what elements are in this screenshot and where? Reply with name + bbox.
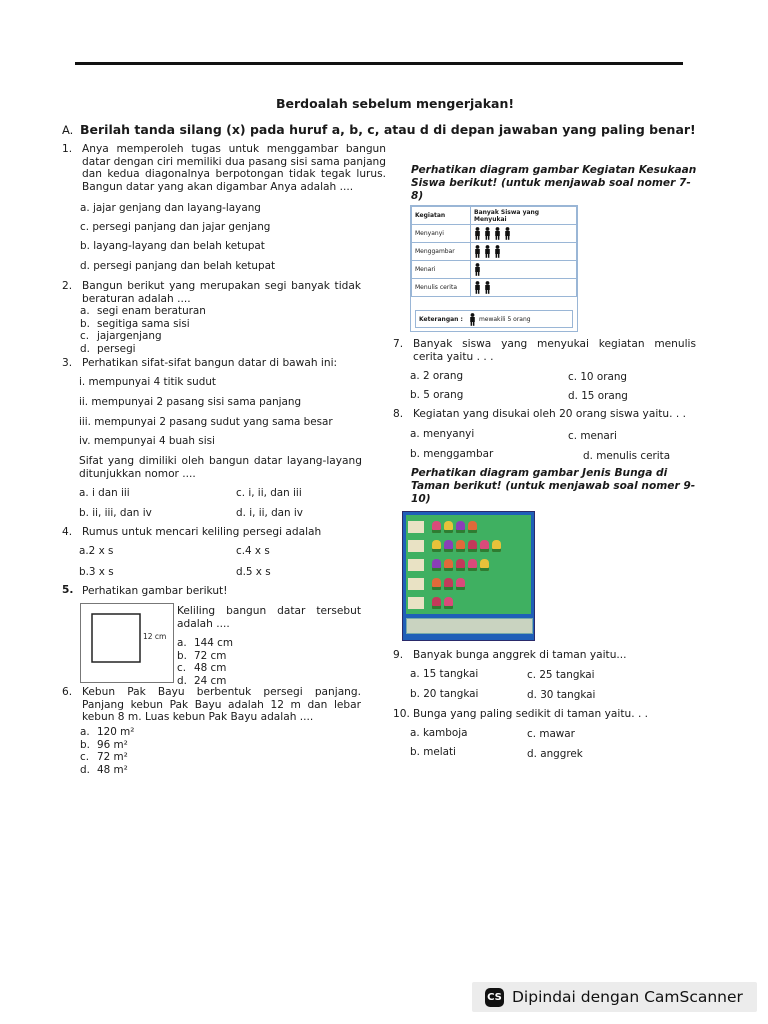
flower-row-label-block: [408, 559, 424, 571]
q3-question: Sifat yang dimiliki oleh bangun datar layang-layang ditunjukkan nomor ....: [79, 455, 362, 480]
person-icon: [494, 227, 501, 240]
q10-text: Bunga yang paling sedikit di taman yaitu. . .: [413, 708, 649, 720]
q2-option-a[interactable]: a. segi enam beraturan: [80, 305, 206, 317]
q2-option-b[interactable]: b. segitiga sama sisi: [80, 317, 190, 330]
q6-option-a[interactable]: a. 120 m²: [80, 726, 135, 738]
flower-icon: [432, 559, 441, 571]
page-title: Berdoalah sebelum mengerjakan!: [276, 96, 515, 111]
q9-number: 9.: [393, 649, 404, 661]
q7-number: 7.: [393, 338, 404, 350]
person-icon: [504, 227, 511, 240]
flower-icon: [480, 540, 489, 552]
q6-option-b[interactable]: b. 96 m²: [80, 738, 128, 751]
flower-row: [406, 555, 531, 574]
person-icon: [474, 263, 481, 276]
flower-icon: [432, 597, 441, 609]
flower-icon: [492, 540, 501, 552]
q3-option-b[interactable]: b. ii, iii, dan iv: [79, 507, 152, 519]
flower-row-label-block: [408, 597, 424, 609]
q9-option-c[interactable]: c. 25 tangkai: [527, 669, 595, 681]
camscanner-watermark: [472, 982, 757, 1012]
q4-option-b[interactable]: b.3 x s: [79, 566, 114, 578]
pictogram-table: [411, 206, 577, 297]
q3-option-c[interactable]: c. i, ii, dan iii: [236, 487, 302, 499]
top-rule: [75, 62, 683, 65]
q8-option-d[interactable]: d. menulis cerita: [583, 450, 671, 462]
q2-text: Bangun berikut yang merupakan segi banyak tidak beraturan adalah ....: [82, 280, 361, 305]
camscanner-logo-icon: CS: [485, 988, 504, 1007]
flower-icon: [444, 559, 453, 571]
pictogram-col-count: Banyak Siswa yang Menyukai: [471, 207, 577, 225]
q8-text: Kegiatan yang disukai oleh 20 orang siswa yaitu. . .: [413, 408, 686, 420]
pictogram-icons: [471, 225, 577, 243]
q7-option-a[interactable]: a. 2 orang: [410, 370, 464, 382]
flower-pictogram-panel: [406, 515, 531, 614]
q3-property-i: i. mempunyai 4 titik sudut: [79, 376, 217, 388]
q8-option-a[interactable]: a. menyanyi: [410, 428, 475, 440]
q5-text: Perhatikan gambar berikut!: [82, 585, 228, 597]
flower-rows: [406, 517, 531, 612]
flower-icon: [456, 578, 465, 590]
person-icon: [474, 245, 481, 258]
pictogram-row-label: Menggambar: [412, 243, 471, 261]
q1-number: 1.: [62, 143, 73, 155]
q3-option-a[interactable]: a. i dan iii: [79, 487, 130, 499]
q2-option-c[interactable]: c. jajargenjang: [80, 330, 162, 343]
q1-option-b[interactable]: b. layang-layang dan belah ketupat: [80, 240, 265, 252]
q2-options: [80, 305, 206, 355]
flower-icon: [444, 578, 453, 590]
activity-pictogram: [410, 205, 578, 332]
person-icon: [474, 227, 481, 240]
pictogram-col-activity: Kegiatan: [412, 207, 471, 225]
q10-option-d[interactable]: d. anggrek: [527, 748, 583, 760]
q8-number: 8.: [393, 408, 404, 420]
q4-number: 4.: [62, 526, 73, 538]
pictogram-row-label: Menyanyi: [412, 225, 471, 243]
pictogram-icons: [471, 279, 577, 297]
q8-option-c[interactable]: c. menari: [568, 430, 617, 442]
q7-option-c[interactable]: c. 10 orang: [568, 371, 628, 383]
flower-row-label-block: [408, 578, 424, 590]
flower-icon: [432, 578, 441, 590]
q6-text: Kebun Pak Bayu berbentuk persegi panjang. Panjang kebun Pak Bayu adalah 12 m dan lebar kebun 8 m. Luas kebun Pak Bayu adalah ....: [82, 686, 361, 723]
q3-property-iii: iii. mempunyai 2 pasang sudut yang sama besar: [79, 416, 333, 428]
pictogram-key-label: Keterangan :: [419, 315, 463, 323]
person-icon: [494, 245, 501, 258]
flower-pictogram: [402, 511, 535, 641]
pictogram-row-label: Menari: [412, 261, 471, 279]
flower-icon: [432, 521, 441, 533]
q9-option-a[interactable]: a. 15 tangkai: [410, 668, 479, 680]
q6-options: [80, 726, 134, 776]
q2-option-d[interactable]: d. persegi: [80, 342, 136, 355]
flower-icon: [468, 559, 477, 571]
flower-row: [406, 536, 531, 555]
pictogram-icons: [471, 261, 577, 279]
q7-option-d[interactable]: d. 15 orang: [568, 390, 628, 402]
diagram2-heading: Perhatikan diagram gambar Jenis Bunga di Taman berikut! (untuk menjawab soal nomer 9-10): [411, 467, 696, 505]
q4-option-a[interactable]: a.2 x s: [79, 545, 114, 557]
q1-text: Anya memperoleh tugas untuk menggambar bangun datar dengan ciri memiliki dua pasang sisi sama panjang dan kedua diagonalnya berpotongan tidak tegak lurus. Bangun datar yang akan digambar Anya adalah ....: [82, 143, 386, 193]
pictogram-icons: [471, 243, 577, 261]
q4-option-d[interactable]: d.5 x s: [236, 566, 271, 578]
q6-option-d[interactable]: d. 48 m²: [80, 763, 128, 776]
q5-option-c[interactable]: c. 48 cm: [177, 662, 227, 675]
q3-number: 3.: [62, 357, 73, 369]
q7-option-b[interactable]: b. 5 orang: [410, 389, 464, 401]
q8-option-b[interactable]: b. menggambar: [410, 448, 494, 460]
q6-option-c[interactable]: c. 72 m²: [80, 751, 128, 764]
q1-option-a[interactable]: a. jajar genjang dan layang-layang: [80, 202, 261, 214]
q9-option-d[interactable]: d. 30 tangkai: [527, 689, 596, 701]
person-icon: [484, 281, 491, 294]
flower-icon: [468, 521, 477, 533]
diagram1-heading: Perhatikan diagram gambar Kegiatan Kesukaan Siswa berikut! (untuk menjawab soal nomer 7-8): [411, 164, 697, 202]
pictogram-row-label: Menulis cerita: [412, 279, 471, 297]
q1-option-d[interactable]: d. persegi panjang dan belah ketupat: [80, 260, 276, 272]
q10-option-c[interactable]: c. mawar: [527, 728, 575, 740]
flower-icon: [432, 540, 441, 552]
q9-option-b[interactable]: b. 20 tangkai: [410, 688, 479, 700]
pictogram-key-text: mewakili 5 orang: [478, 315, 531, 323]
q5-question: Keliling bangun datar tersebut adalah ....: [177, 605, 361, 630]
q9-text: Banyak bunga anggrek di taman yaitu...: [413, 649, 627, 661]
flower-row: [406, 593, 531, 612]
flower-icon: [480, 559, 489, 571]
section-label: A.: [62, 123, 74, 137]
q10-option-b[interactable]: b. melati: [410, 746, 456, 758]
q2-number: 2.: [62, 280, 73, 292]
q7-text: Banyak siswa yang menyukai kegiatan menulis cerita yaitu . . .: [413, 338, 696, 363]
camscanner-text: Dipindai dengan CamScanner: [512, 988, 743, 1006]
square-figure: [80, 603, 174, 683]
flower-icon: [444, 521, 453, 533]
q3-option-d[interactable]: d. i, ii, dan iv: [236, 507, 303, 519]
person-icon: [484, 227, 491, 240]
flower-row: [406, 517, 531, 536]
q1-option-c[interactable]: c. persegi panjang dan jajar genjang: [80, 221, 271, 233]
flower-icon: [444, 597, 453, 609]
q6-number: 6.: [62, 686, 73, 698]
flower-pictogram-key: [406, 618, 533, 634]
q5-number: 5.: [62, 584, 74, 596]
q5-options: [177, 637, 233, 687]
flower-icon: [456, 521, 465, 533]
person-icon: [474, 281, 481, 294]
q10-option-a[interactable]: a. kamboja: [410, 727, 468, 739]
flower-icon: [456, 559, 465, 571]
q5-option-a[interactable]: a. 144 cm: [177, 637, 233, 649]
flower-icon: [456, 540, 465, 552]
q10-number: 10.: [393, 708, 410, 720]
flower-row: [406, 574, 531, 593]
q4-option-c[interactable]: c.4 x s: [236, 545, 270, 557]
q5-option-d[interactable]: d. 24 cm: [177, 674, 227, 687]
flower-icon: [468, 540, 477, 552]
square-side-label: 12 cm: [143, 632, 167, 641]
q3-property-ii: ii. mempunyai 2 pasang sisi sama panjang: [79, 396, 302, 408]
instruction: Berilah tanda silang (x) pada huruf a, b, c, atau d di depan jawaban yang paling benar!: [80, 122, 696, 137]
q3-text: Perhatikan sifat-sifat bangun datar di bawah ini:: [82, 357, 338, 369]
q4-text: Rumus untuk mencari keliling persegi adalah: [82, 526, 322, 538]
q5-option-b[interactable]: b. 72 cm: [177, 649, 227, 662]
flower-row-label-block: [408, 521, 424, 533]
flower-row-label-block: [408, 540, 424, 552]
person-icon: [484, 245, 491, 258]
person-icon: [469, 313, 476, 326]
q3-property-iv: iv. mempunyai 4 buah sisi: [79, 435, 215, 447]
flower-icon: [444, 540, 453, 552]
pictogram-key: [415, 310, 573, 328]
